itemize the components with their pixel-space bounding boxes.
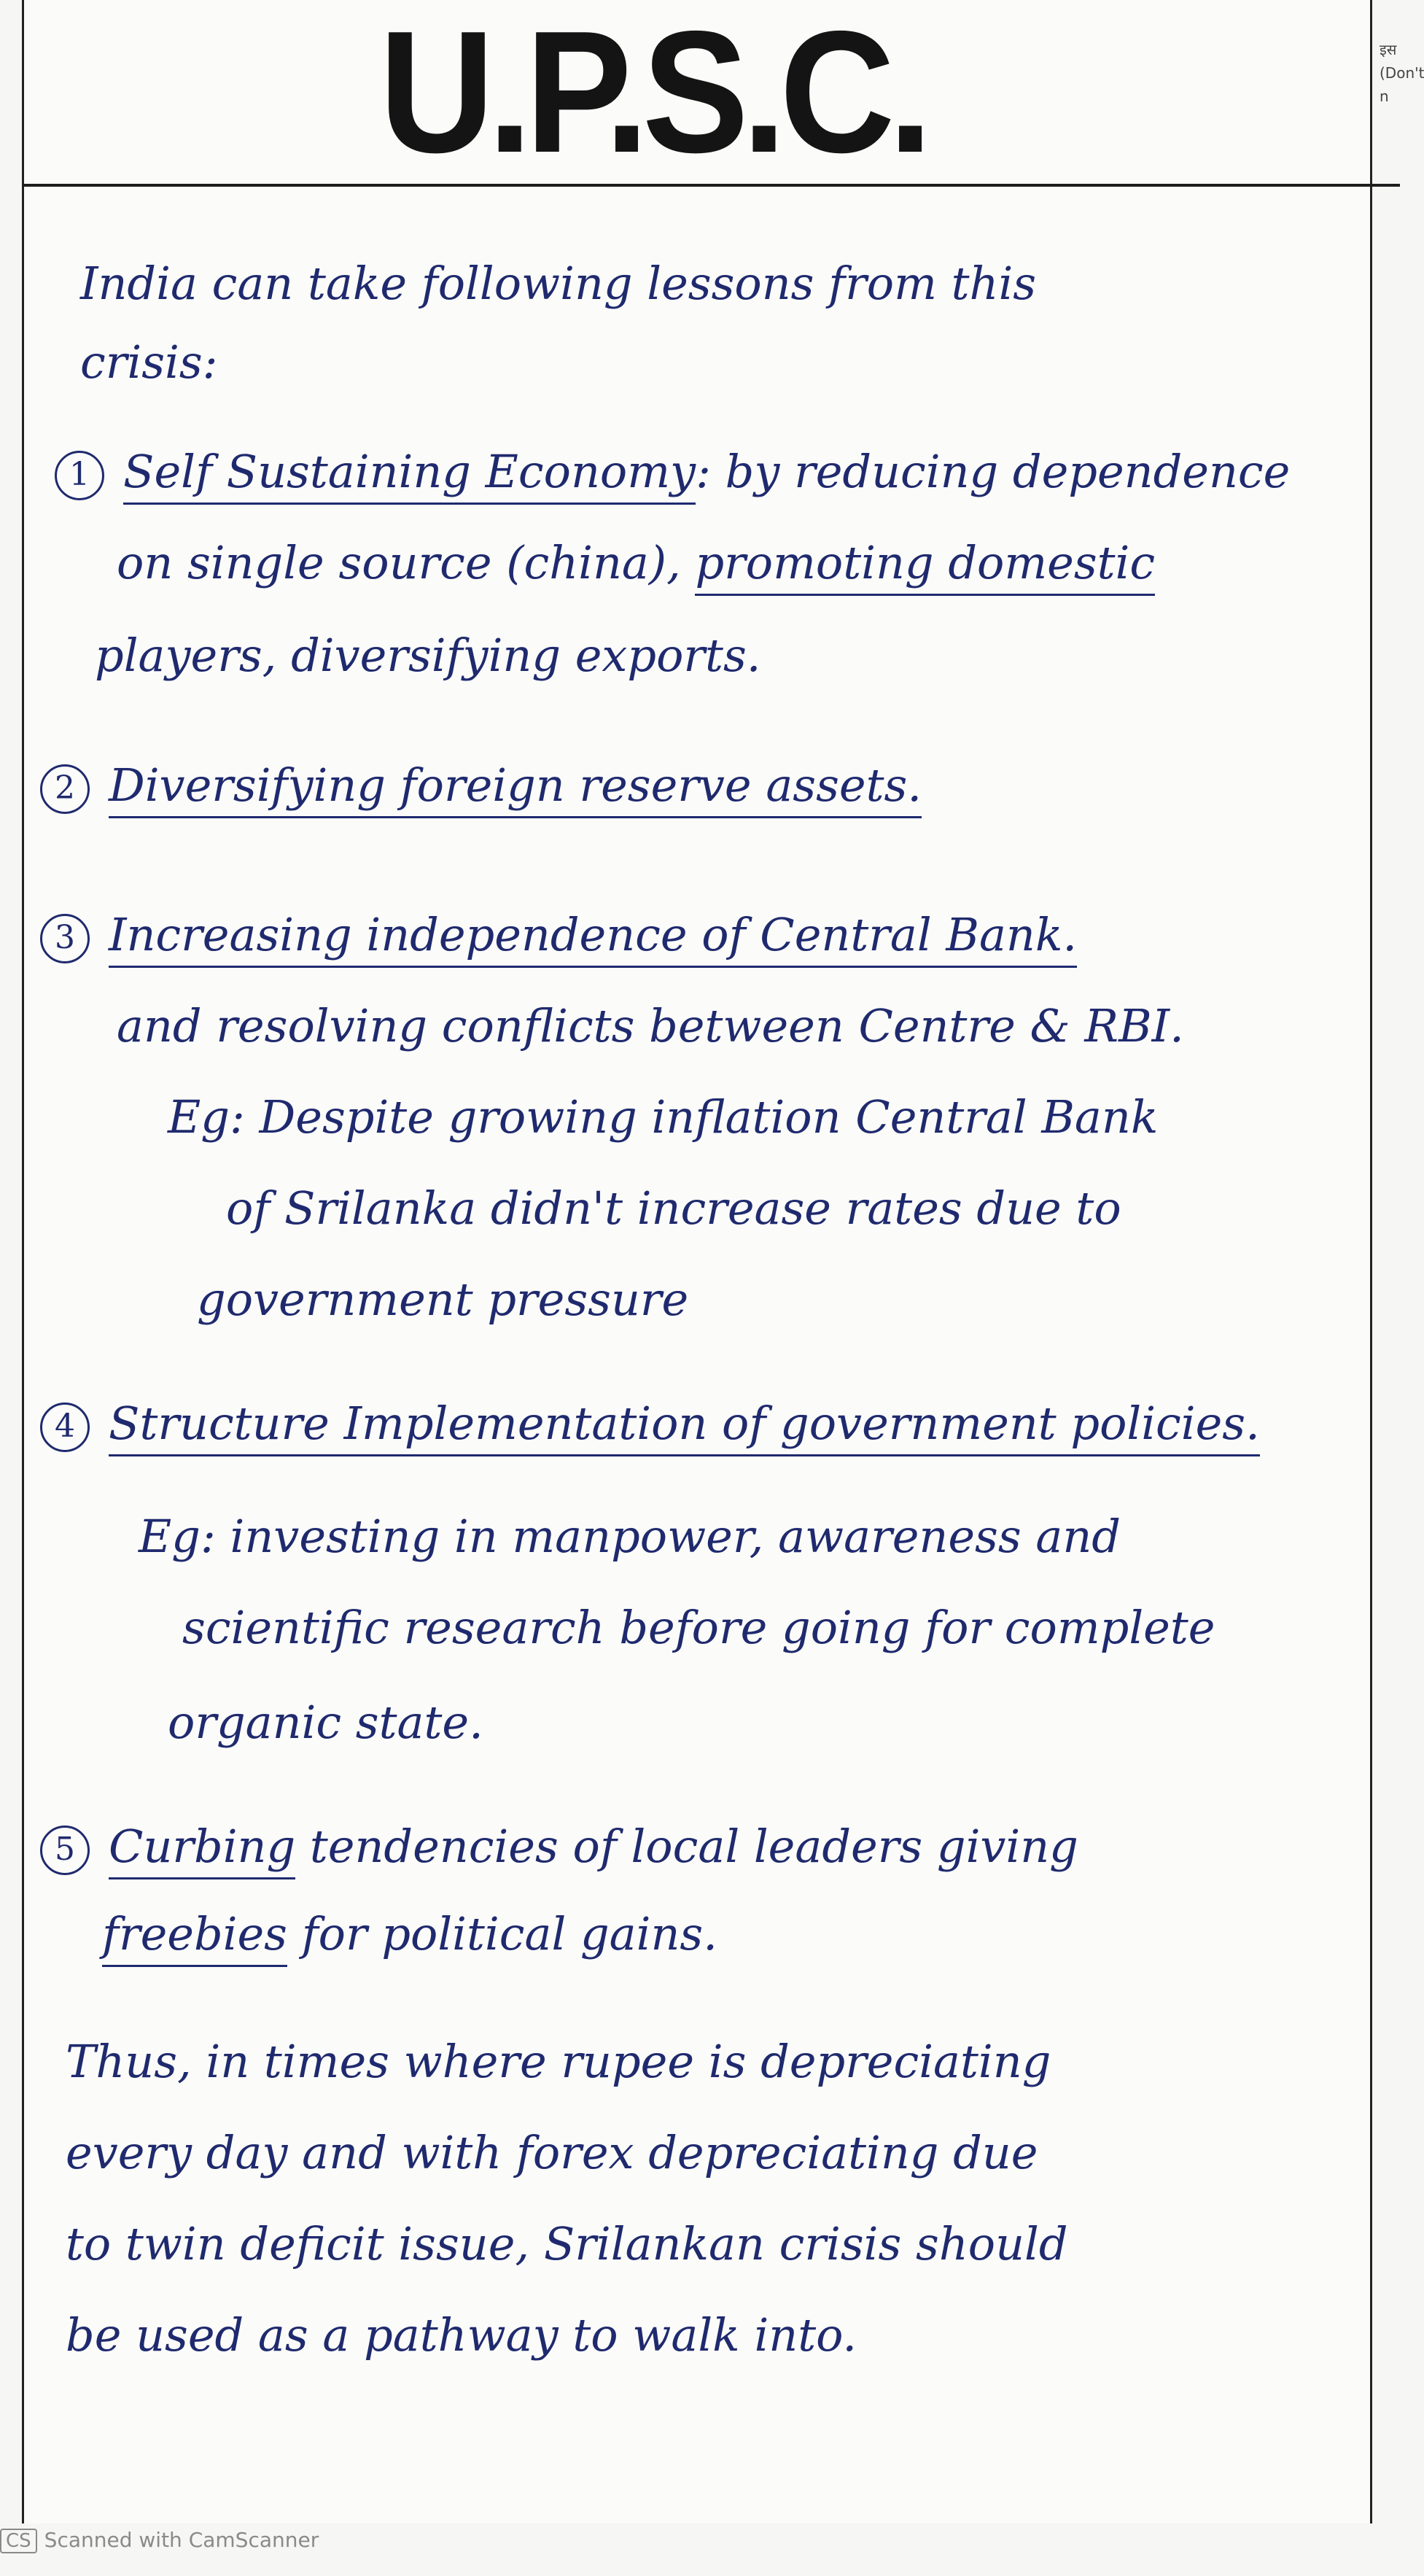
point-3-line (40, 908, 1077, 963)
point-5-line: 5 Curbing tendencies of local leaders giving (40, 1820, 1078, 1875)
point-4-example: Eg: investing in manpower, awareness and (139, 1510, 1121, 1563)
sheet-header (22, 0, 1424, 189)
point-2-line (40, 759, 922, 814)
point-3-example: government pressure (197, 1273, 689, 1326)
scanner-watermark: CS Scanned with CamScanner (0, 2528, 319, 2553)
point-4-line (40, 1397, 1260, 1452)
conclusion-line: Thus, in times where rupee is depreciating (66, 2035, 1051, 2088)
point-number: 1 (55, 451, 104, 500)
conclusion-line: every day and with forex depreciating due (66, 2126, 1038, 2179)
point-number: 3 (40, 914, 90, 963)
point-number: 4 (40, 1403, 90, 1452)
intro-line: India can take following lessons from this (80, 257, 1037, 310)
conclusion-line: to twin deficit issue, Srilankan crisis should (66, 2217, 1068, 2270)
point-3-line: and resolving conflicts between Centre & RBI. (117, 999, 1184, 1052)
point-3-example: of Srilanka didn't increase rates due to (226, 1182, 1121, 1235)
point-5-line: freebies for political gains. (102, 1907, 717, 1960)
point-number: 5 (40, 1826, 90, 1875)
point-3-title: Increasing independence of Central Bank. (109, 908, 1077, 968)
point-1-line: on single source (china), promoting domestic (117, 536, 1155, 589)
point-1-line: players, diversifying exports. (95, 629, 761, 682)
conclusion-line: be used as a pathway to walk into. (66, 2308, 857, 2362)
point-4-example: organic state. (168, 1696, 483, 1749)
point-2-title: Diversifying foreign reserve assets. (109, 759, 922, 818)
point-1-title: Self Sustaining Economy (123, 445, 696, 505)
upsc-logo: U.P.S.C. (379, 0, 926, 189)
point-number: 2 (40, 764, 90, 814)
point-3-example: Eg: Despite growing inflation Central Bank (168, 1090, 1159, 1144)
point-4-title: Structure Implementation of government policies. (109, 1397, 1260, 1456)
header-side-note: इस (Don't n (1380, 41, 1424, 105)
point-1-line: 1 Self Sustaining Economy: by reducing dependence (55, 445, 1290, 500)
intro-line: crisis: (80, 335, 218, 389)
camscanner-badge: CS (0, 2529, 37, 2553)
point-4-example: scientific research before going for complete (182, 1601, 1215, 1654)
